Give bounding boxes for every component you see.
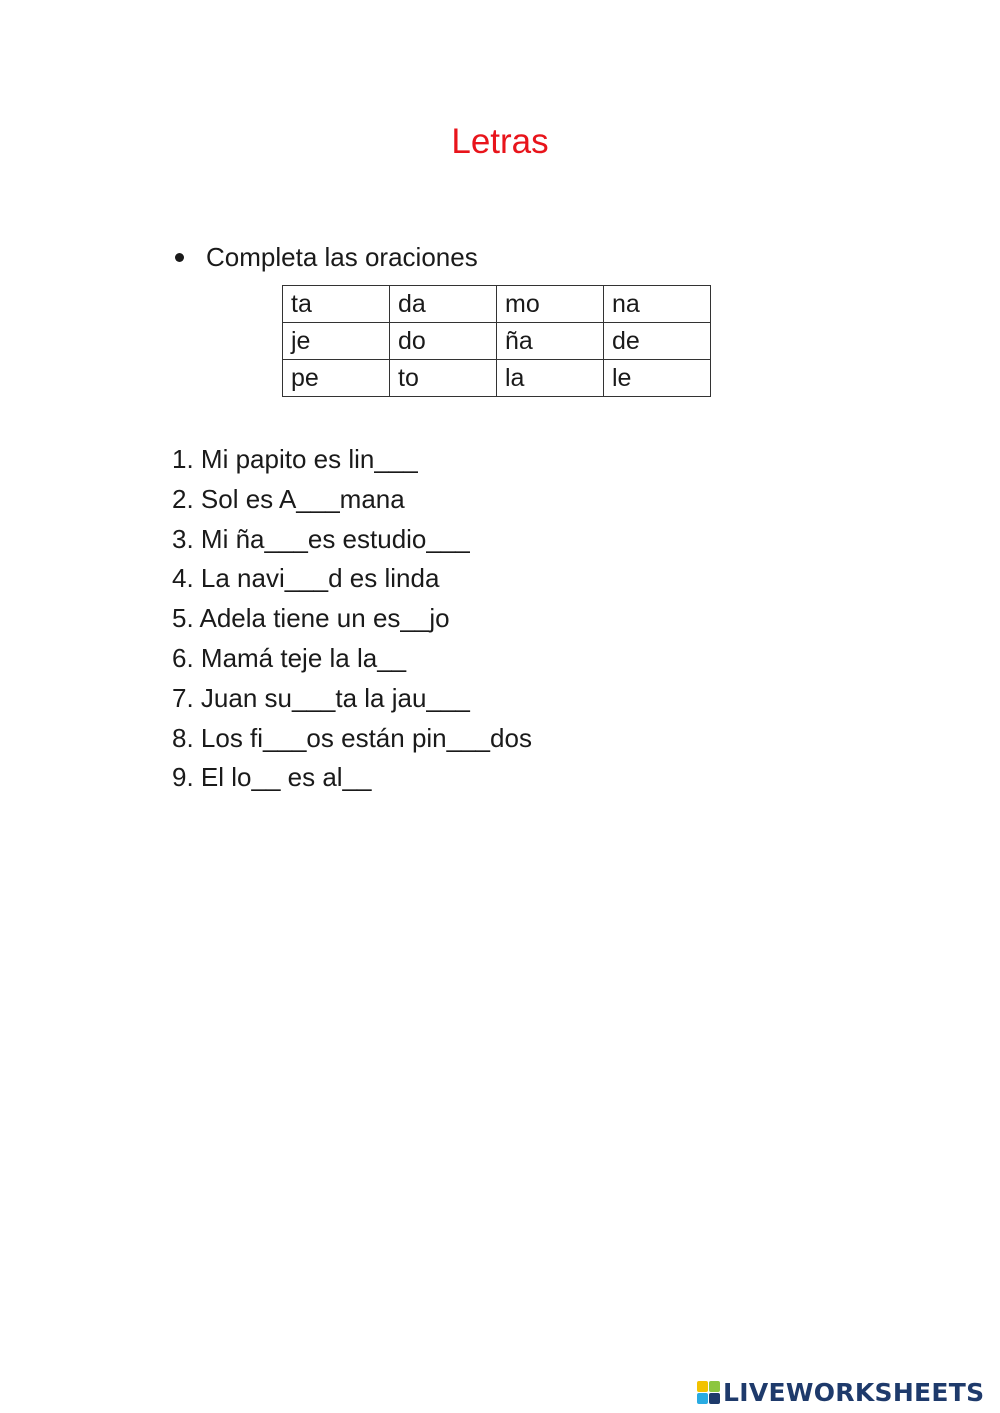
syllable-row — [283, 286, 711, 323]
logo-square — [697, 1393, 708, 1404]
sentence-item: 9. El lo__ es al__ — [172, 762, 372, 793]
page-title: Letras — [451, 122, 549, 161]
logo-square — [709, 1381, 720, 1392]
syllable-cell: la — [497, 360, 604, 397]
liveworksheets-logo — [697, 1378, 984, 1407]
syllable-cell: pe — [283, 360, 390, 397]
syllable-cell: ña — [497, 323, 604, 360]
syllable-cell: de — [604, 323, 711, 360]
syllable-cell: to — [390, 360, 497, 397]
sentence-item: 1. Mi papito es lin___ — [172, 444, 418, 474]
sentence-item: 7. Juan su___ta la jau___ — [172, 682, 470, 713]
bullet-icon — [175, 253, 184, 262]
sentence-list — [172, 440, 532, 798]
syllable-row — [283, 360, 711, 397]
syllable-cell: do — [390, 323, 497, 360]
syllable-cell: mo — [497, 286, 604, 323]
syllable-cell: le — [604, 360, 711, 397]
syllable-table — [282, 285, 711, 397]
syllable-cell: ta — [283, 286, 390, 323]
sentence-item: 8. Los fi___os están pin___dos — [172, 722, 532, 753]
sentence-item: 2. Sol es A___mana — [172, 483, 405, 514]
syllable-cell: da — [390, 286, 497, 323]
logo-mark-icon — [697, 1381, 720, 1404]
syllable-cell: na — [604, 286, 711, 323]
syllable-cell: je — [283, 323, 390, 360]
logo-square — [697, 1381, 708, 1392]
sentence-item: 3. Mi ña___es estudio___ — [172, 523, 470, 554]
sentence-item: 6. Mamá teje la la__ — [172, 642, 407, 673]
logo-square — [709, 1393, 720, 1404]
sentence-item: 5. Adela tiene un es__jo — [172, 603, 450, 634]
syllable-row — [283, 323, 711, 360]
instruction-text: Completa las oraciones — [206, 242, 478, 272]
logo-text: LIVEWORKSHEETS — [723, 1378, 985, 1407]
sentence-item: 4. La navi___d es linda — [172, 563, 440, 594]
instruction — [172, 242, 478, 273]
